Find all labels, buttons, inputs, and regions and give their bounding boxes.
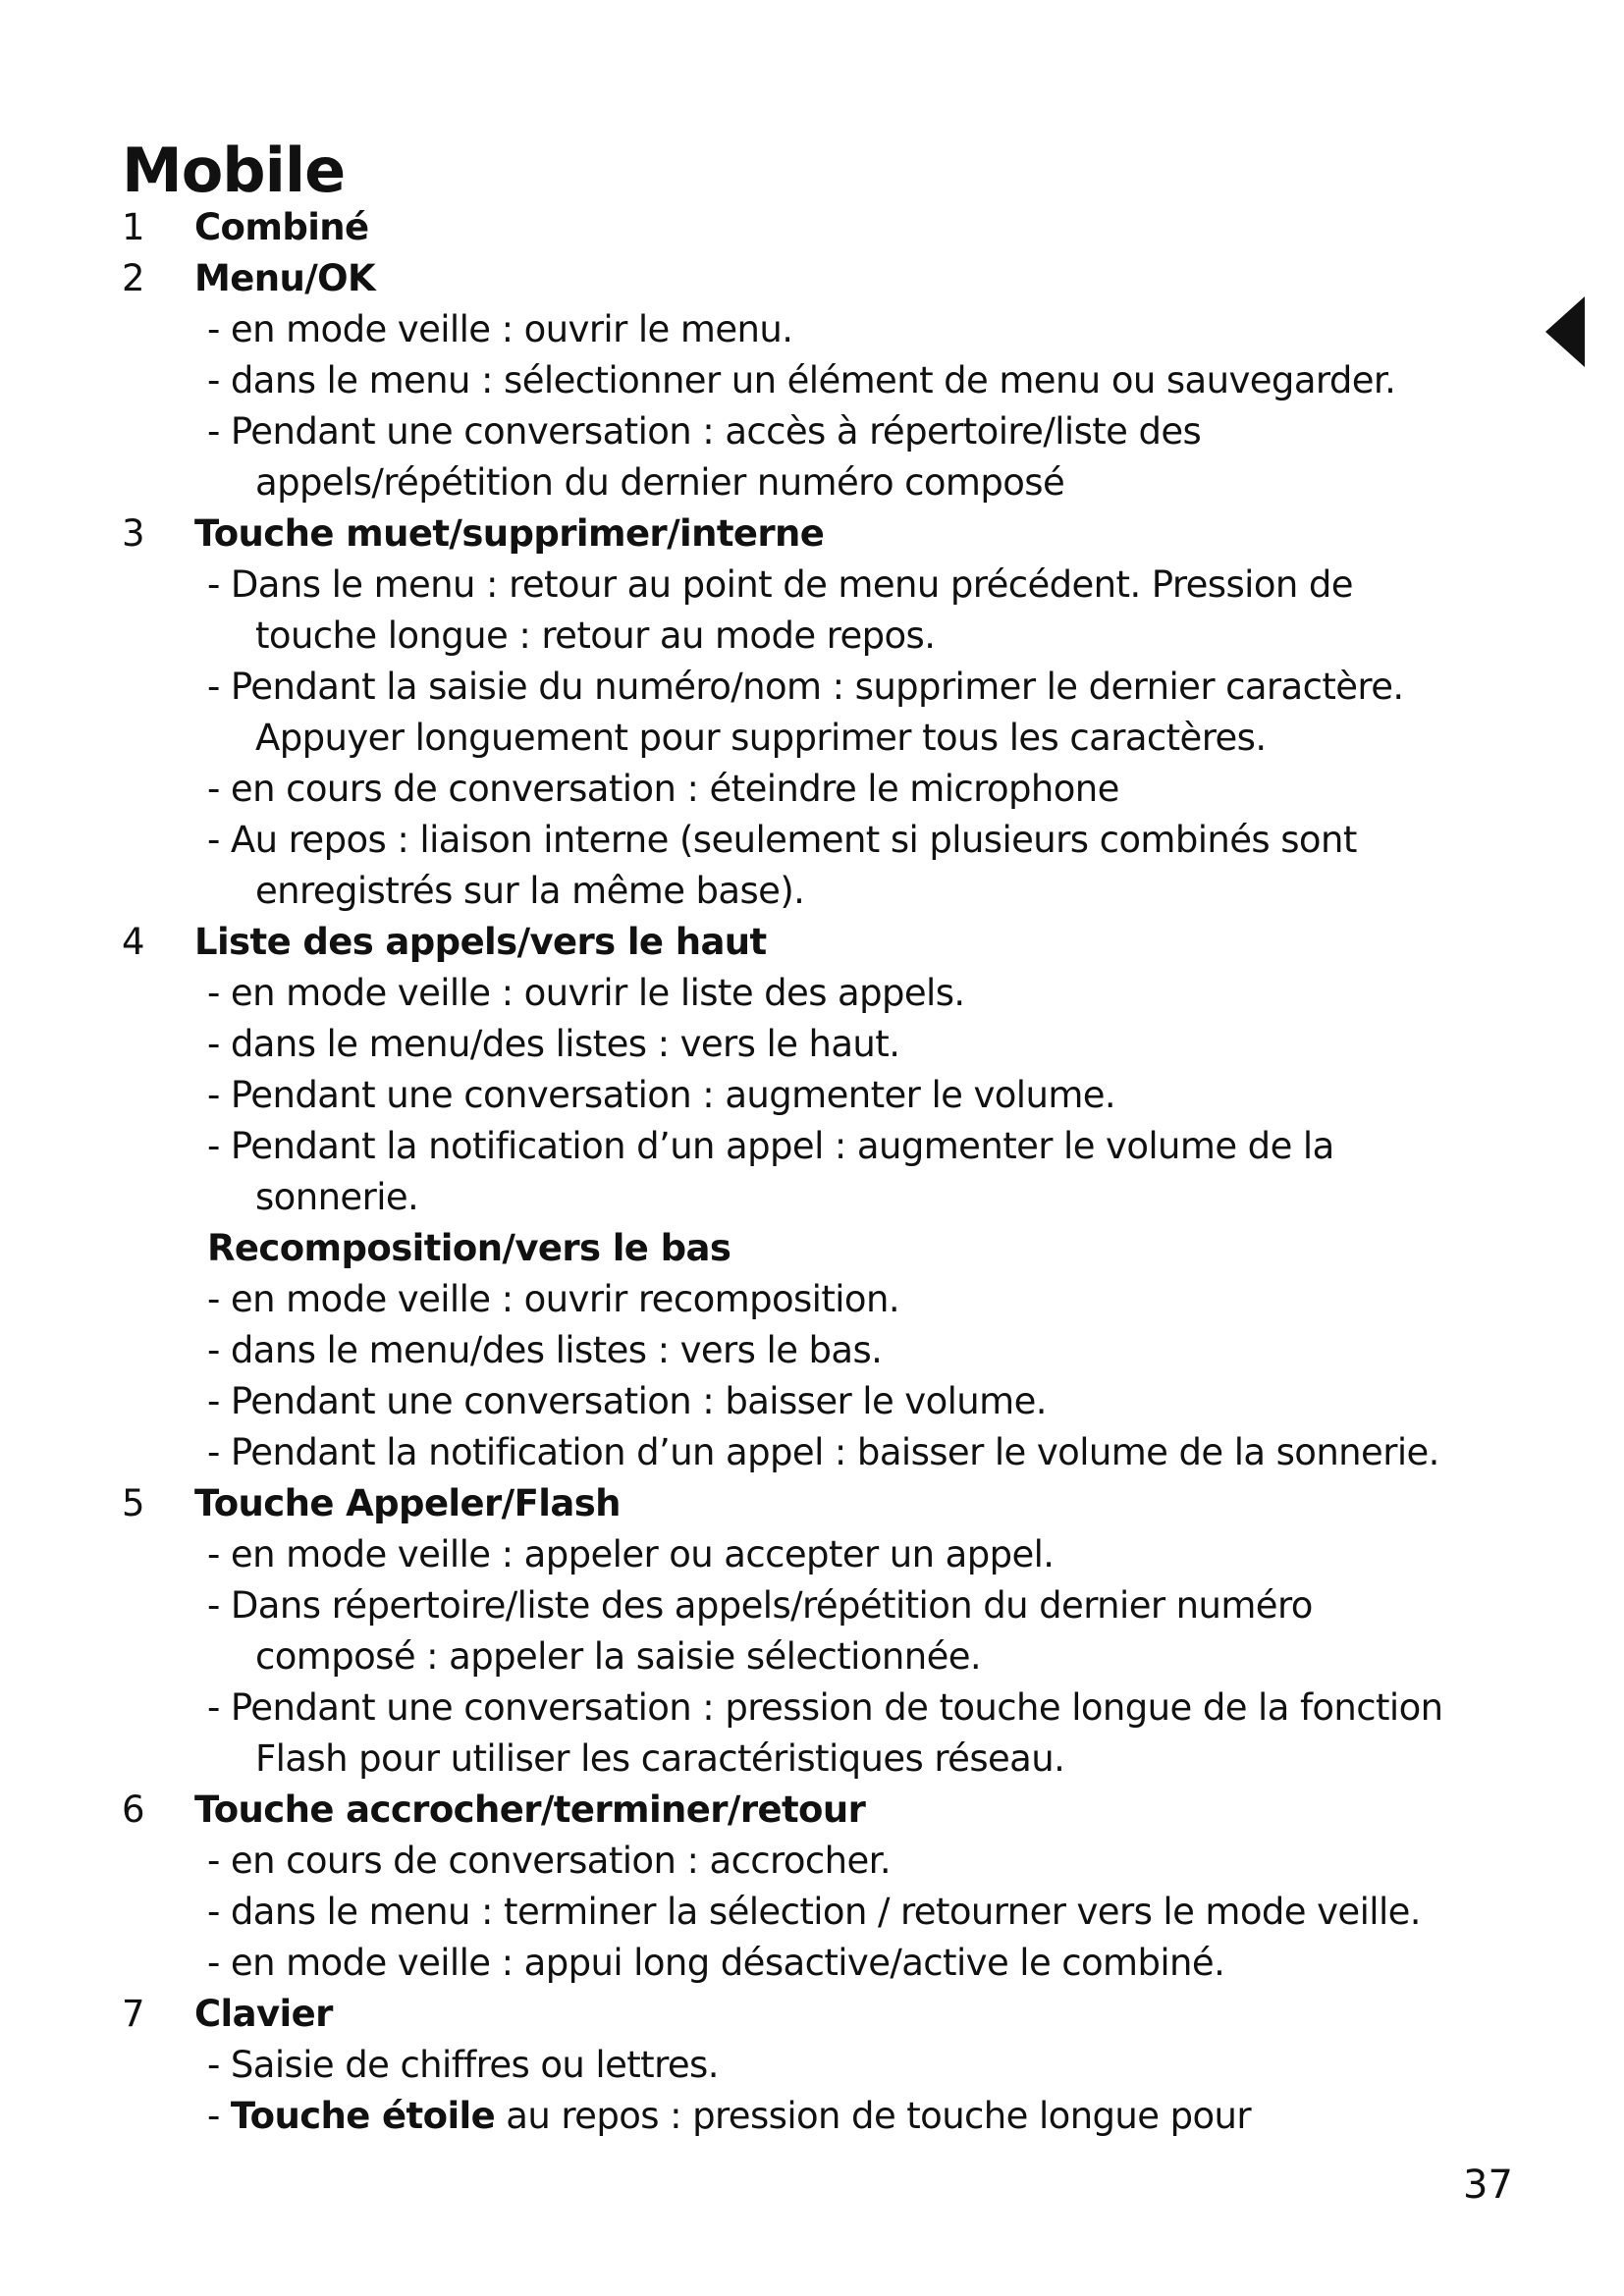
bullet-line: - Saisie de chiffres ou lettres.: [207, 2044, 719, 2086]
item-heading: Touche Appeler/Flash: [194, 1482, 621, 1524]
bullet-line: - Dans le menu : retour au point de menu précédent. Pression de: [207, 563, 1353, 606]
item-heading: Touche muet/supprimer/interne: [194, 512, 825, 555]
item-subheading: Recomposition/vers le bas: [207, 1227, 731, 1269]
bullet-prefix: -: [207, 2095, 231, 2137]
item-number: 1: [122, 206, 145, 248]
bullet-continuation: Appuyer longuement pour supprimer tous les caractères.: [255, 717, 1267, 759]
triangle-left-icon[interactable]: [1545, 296, 1585, 367]
bullet-continuation: Flash pour utiliser les caractéristiques réseau.: [255, 1737, 1065, 1780]
item-heading: Liste des appels/vers le haut: [194, 921, 767, 963]
bullet-line: - Pendant une conversation : baisser le volume.: [207, 1380, 1047, 1422]
bullet-line: - Pendant une conversation : augmenter le volume.: [207, 1074, 1116, 1116]
item-heading: Combiné: [194, 206, 369, 248]
bullet-continuation: enregistrés sur la même base).: [255, 870, 805, 912]
page-number: 37: [1463, 2163, 1513, 2208]
bullet-line: - Pendant la notification d’un appel : augmenter le volume de la: [207, 1125, 1334, 1167]
bullet-line: - en cours de conversation : éteindre le microphone: [207, 768, 1119, 810]
bullet-continuation: appels/répétition du dernier numéro composé: [255, 461, 1065, 504]
bullet-continuation: composé : appeler la saisie sélectionnée.: [255, 1635, 982, 1678]
bullet-line: - Dans répertoire/liste des appels/répétition du dernier numéro: [207, 1584, 1313, 1627]
bullet-line: - Pendant une conversation : pression de touche longue de la fonction: [207, 1686, 1443, 1729]
bullet-line: - en mode veille : ouvrir recomposition.: [207, 1278, 899, 1320]
bullet-line-mixed: [207, 2091, 1251, 2142]
item-number: 4: [122, 921, 145, 963]
item-number: 3: [122, 512, 145, 555]
item-heading: Touche accrocher/terminer/retour: [194, 1789, 866, 1831]
bullet-line: - dans le menu/des listes : vers le haut.: [207, 1023, 900, 1065]
item-number: 5: [122, 1482, 145, 1524]
bullet-line: - en mode veille : ouvrir le liste des appels.: [207, 972, 965, 1014]
item-number: 6: [122, 1789, 145, 1831]
bullet-line: - en cours de conversation : accrocher.: [207, 1840, 892, 1882]
bullet-continuation: sonnerie.: [255, 1176, 419, 1218]
bullet-line: - Pendant une conversation : accès à répertoire/liste des: [207, 410, 1202, 453]
bullet-line: - Au repos : liaison interne (seulement si plusieurs combinés sont: [207, 819, 1357, 861]
item-number: 7: [122, 1993, 145, 2035]
bullet-rest: au repos : pression de touche longue pour: [495, 2095, 1251, 2137]
bullet-line: - dans le menu : sélectionner un élément de menu ou sauvegarder.: [207, 359, 1396, 401]
bullet-line: - dans le menu : terminer la sélection / retourner vers le mode veille.: [207, 1891, 1421, 1933]
bullet-line: - dans le menu/des listes : vers le bas.: [207, 1329, 883, 1371]
page-title: Mobile: [122, 134, 346, 206]
bullet-line: - Pendant la saisie du numéro/nom : supprimer le dernier caractère.: [207, 666, 1404, 708]
item-heading: Menu/OK: [194, 257, 376, 299]
bullet-continuation: touche longue : retour au mode repos.: [255, 614, 936, 657]
item-number: 2: [122, 257, 145, 299]
bullet-line: - en mode veille : appeler ou accepter un appel.: [207, 1533, 1055, 1575]
bullet-line: - Pendant la notification d’un appel : baisser le volume de la sonnerie.: [207, 1431, 1439, 1473]
bold-term: Touche étoile: [230, 2095, 496, 2137]
bullet-line: - en mode veille : appui long désactive/active le combiné.: [207, 1942, 1225, 1984]
item-heading: Clavier: [194, 1993, 333, 2035]
bullet-line: - en mode veille : ouvrir le menu.: [207, 308, 793, 350]
